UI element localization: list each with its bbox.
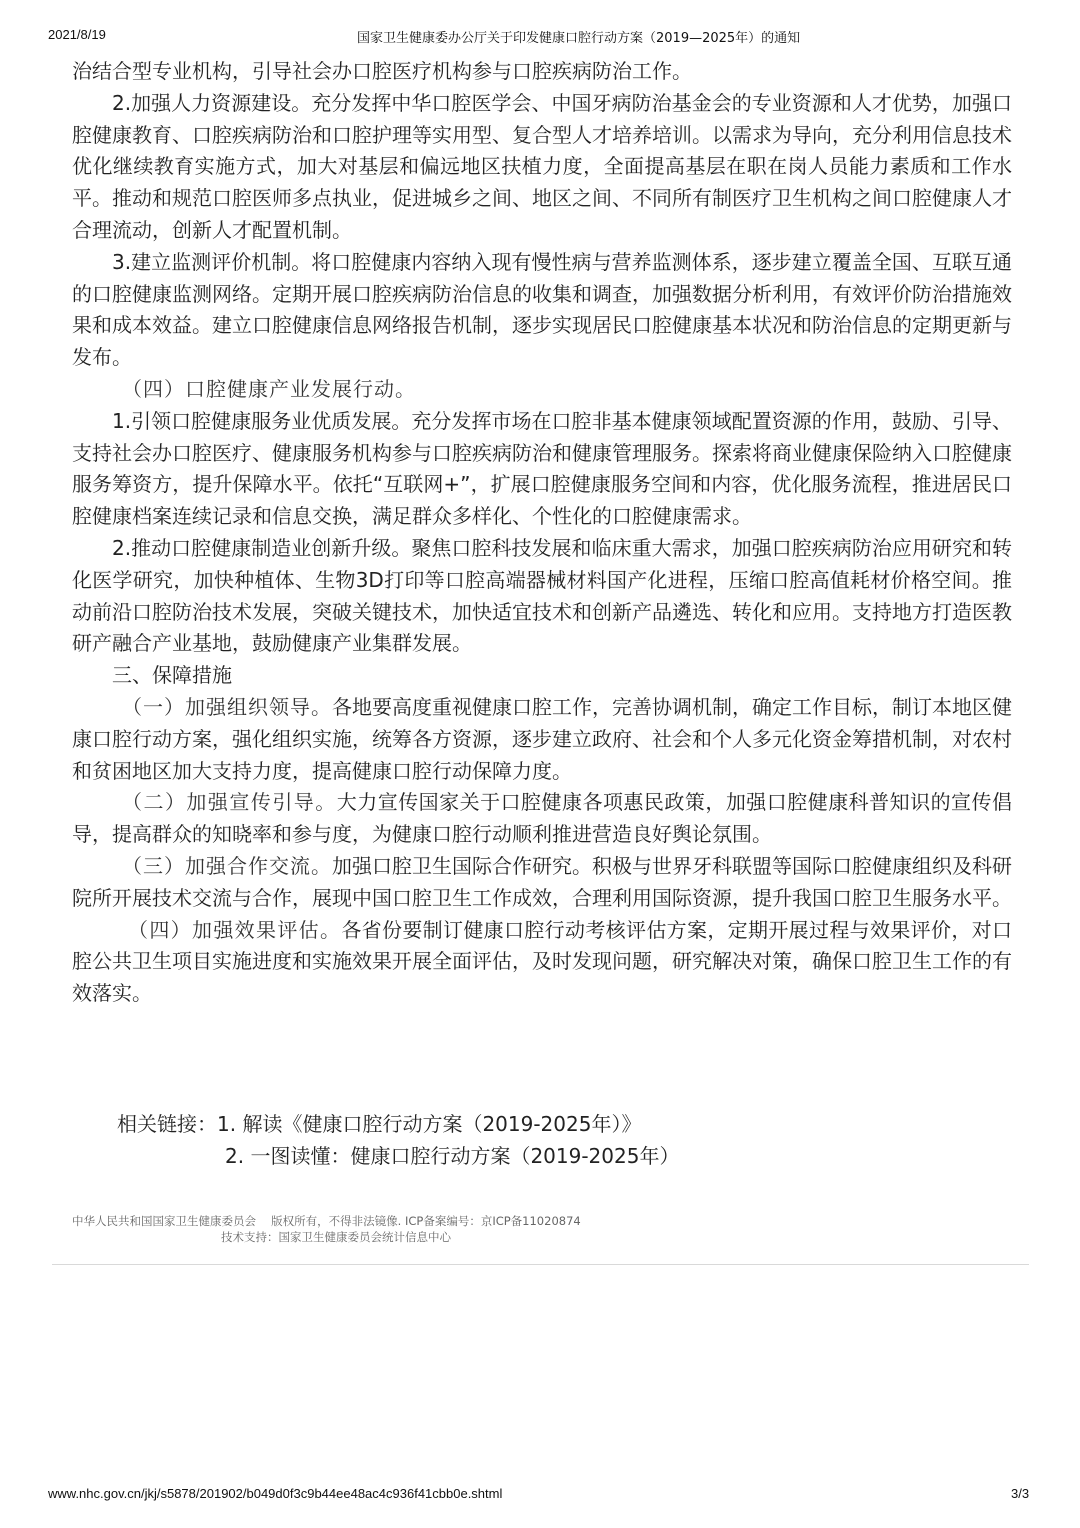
section-heading-safeguards: 三、保障措施	[112, 663, 232, 688]
paragraph-organization	[72, 692, 1012, 787]
related-links-label: 相关链接：	[117, 1112, 217, 1136]
footer-tech-support: 技术支持：国家卫生健康委员会统计信息中心	[221, 1230, 451, 1244]
page-number: 3/3	[1011, 1486, 1030, 1501]
related-links	[117, 1108, 679, 1172]
related-links-row	[117, 1108, 679, 1140]
print-url: www.nhc.gov.cn/jkj/s5878/201902/b049d0f3c9b44ee48ac4c936f41cbb0e.shtml	[48, 1486, 503, 1501]
article-body	[72, 56, 1012, 1010]
paragraph-monitoring: 3.建立监测评价机制。将口腔健康内容纳入现有慢性病与营养监测体系，逐步建立覆盖全国、互联互通的口腔健康监测网络。定期开展口腔疾病防治信息的收集和调查，加强数据分析利用，有效评价防治措施效果和成本效益。建立口腔健康信息网络报告机制，逐步实现居民口腔健康基本状况和防治信息的定期更新与发布。	[72, 249, 1012, 370]
measure-text: 各省份要制订健康口腔行动考核评估方案，定期开展过程与效果评价，对口腔公共卫生项目实施进度和实施效果开展全面评估，及时发现问题，研究解决对策，确保口腔卫生工作的有效落实。	[72, 917, 1013, 1006]
footer-divider	[52, 1264, 1029, 1265]
paragraph-evaluation	[72, 915, 1012, 1010]
related-links-row	[117, 1140, 679, 1172]
print-page-title: 国家卫生健康委办公厅关于印发健康口腔行动方案（2019—2025年）的通知	[357, 31, 801, 46]
measure-text: 加强口腔卫生国际合作研究。积极与世界牙科联盟等国际口腔健康组织及科研院所开展技术交流与合作，展现中国口腔卫生工作成效，合理利用国际资源，提升我国口腔卫生服务水平。	[72, 853, 1012, 910]
related-link-interpretation[interactable]: 1. 解读《健康口腔行动方案（2019-2025年）》	[217, 1112, 642, 1136]
section-heading-industry: （四）口腔健康产业发展行动。	[122, 376, 416, 401]
site-footer	[72, 1213, 581, 1245]
measure-heading: （二）加强宣传引导。	[122, 790, 337, 815]
paragraph-cooperation	[72, 851, 1012, 915]
footer-copyright: 中华人民共和国国家卫生健康委员会 版权所有，不得非法镜像. ICP备案编号：京ICP备11020874	[72, 1214, 581, 1228]
paragraph-service-industry: 1.引领口腔健康服务业优质发展。充分发挥市场在口腔非基本健康领域配置资源的作用，鼓励、引导、支持社会办口腔医疗、健康服务机构参与口腔疾病防治和健康管理服务。探索将商业健康保险纳入口腔健康服务筹资方，提升保障水平。依托“互联网+”，扩展口腔健康服务空间和内容，优化服务流程，推进居民口腔健康档案连续记录和信息交换，满足群众多样化、个性化的口腔健康需求。	[72, 408, 1012, 529]
print-date: 2021/8/19	[48, 27, 106, 42]
measure-text: 各地要高度重视健康口腔工作，完善协调机制，确定工作目标，制订本地区健康口腔行动方案，强化组织实施，统筹各方资源，逐步建立政府、社会和个人多元化资金筹措机制，对农村和贫困地区加大支持力度，提高健康口腔行动保障力度。	[72, 694, 1012, 783]
measure-heading: （四）加强效果评估。	[128, 917, 342, 942]
related-link-infographic[interactable]: 2. 一图读懂：健康口腔行动方案（2019-2025年）	[225, 1144, 680, 1168]
paragraph-human-resources: 2.加强人力资源建设。充分发挥中华口腔医学会、中国牙病防治基金会的专业资源和人才优势，加强口腔健康教育、口腔疾病防治和口腔护理等实用型、复合型人才培养培训。以需求为导向，充分利用信息技术优化继续教育实施方式，加大对基层和偏远地区扶植力度，全面提高基层在职在岗人员能力素质和工作水平。推动和规范口腔医师多点执业，促进城乡之间、地区之间、不同所有制医疗卫生机构之间口腔健康人才合理流动，创新人才配置机制。	[72, 90, 1012, 242]
paragraph-continued: 治结合型专业机构，引导社会办口腔医疗机构参与口腔疾病防治工作。	[72, 59, 692, 83]
measure-text: 大力宣传国家关于口腔健康各项惠民政策，加强口腔健康科普知识的宣传倡导，提高群众的知晓率和参与度，为健康口腔行动顺利推进营造良好舆论氛围。	[72, 790, 1013, 847]
measure-heading: （三）加强合作交流。	[122, 853, 332, 878]
measure-heading: （一）加强组织领导。	[122, 694, 332, 719]
paragraph-manufacturing: 2.推动口腔健康制造业创新升级。聚焦口腔科技发展和临床重大需求，加强口腔疾病防治应用研究和转化医学研究，加快种植体、生物3D打印等口腔高端器械材料国产化进程，压缩口腔高值耗材价格空间。推动前沿口腔防治技术发展，突破关键技术，加快适宜技术和创新产品遴选、转化和应用。支持地方打造医教研产融合产业基地，鼓励健康产业集群发展。	[72, 535, 1012, 656]
paragraph-publicity	[72, 787, 1012, 851]
